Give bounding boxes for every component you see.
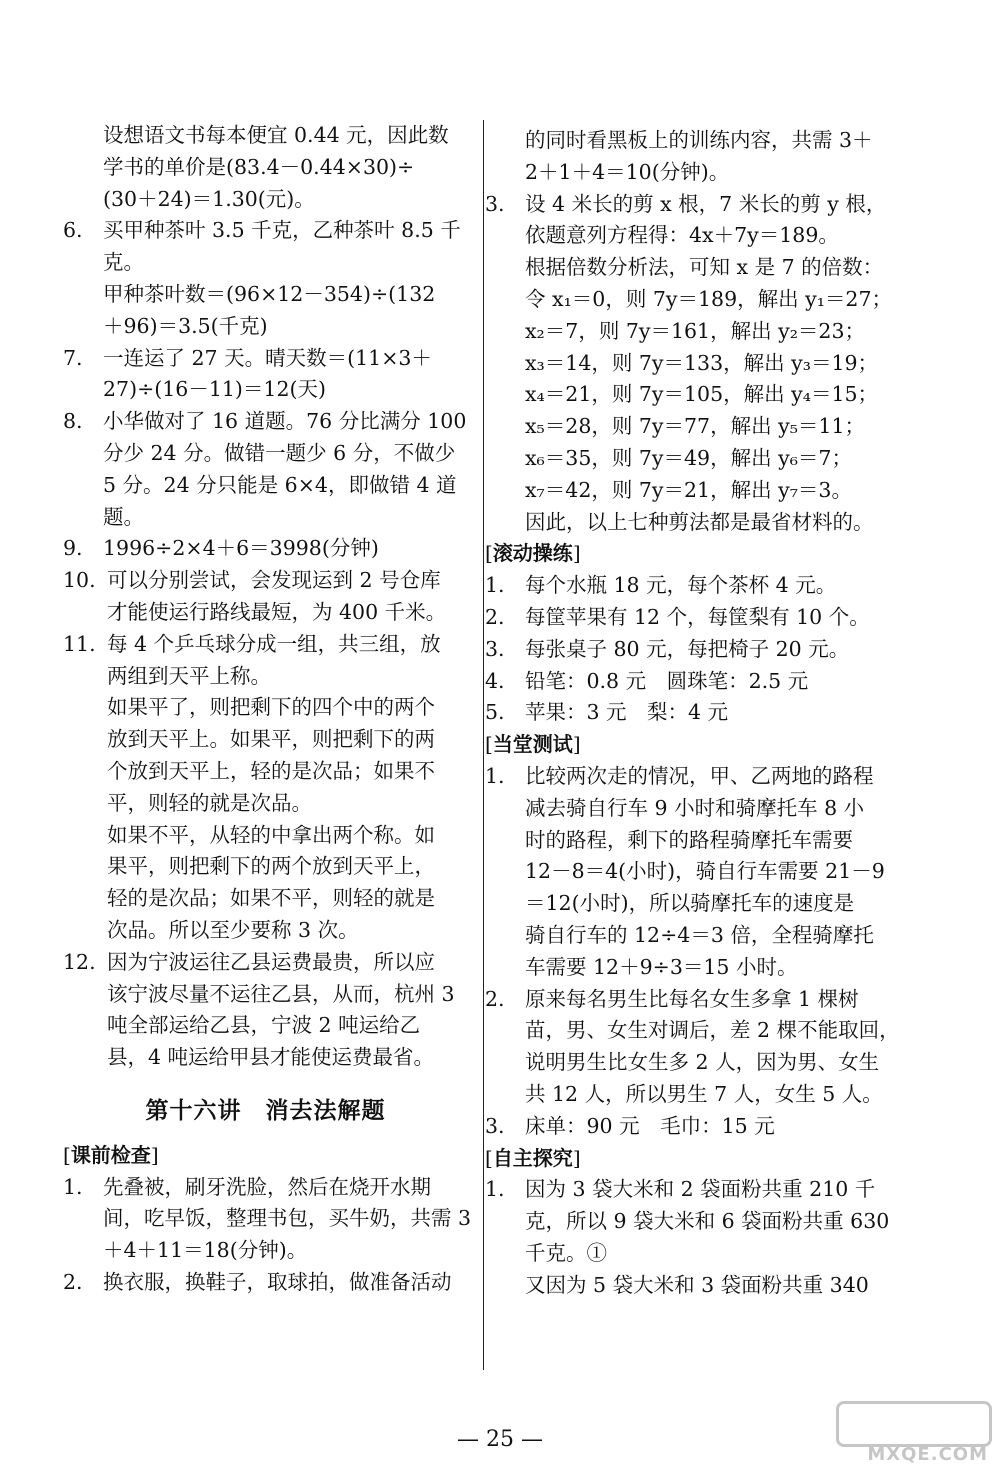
text-line: 克。 bbox=[103, 250, 144, 275]
text-line: x₆＝35，则 7y＝49，解出 y₆＝7； bbox=[525, 445, 852, 470]
text-line: 县，4 吨运给甲县才能使运费最省。 bbox=[107, 1045, 435, 1070]
text-line: 铅笔：0.8 元 圆珠笔：2.5 元 bbox=[525, 668, 809, 693]
text-line: 27)÷(16－11)＝12(天) bbox=[103, 377, 327, 402]
text-line: 才能使运行路线最短，为 400 千米。 bbox=[107, 599, 447, 624]
answer-item bbox=[63, 629, 468, 947]
answer-item bbox=[63, 343, 468, 407]
item-body bbox=[525, 984, 900, 1111]
text-line: 买甲种茶叶 3.5 千克，乙种茶叶 8.5 千 bbox=[103, 218, 461, 243]
text-line: 12－8＝4(小时)，骑自行车需要 21－9 bbox=[525, 859, 885, 884]
item-body bbox=[103, 1172, 471, 1267]
item-number: 5. bbox=[485, 700, 505, 725]
item-body bbox=[525, 634, 893, 666]
text-line: 1996÷2×4＋6＝3998(分钟) bbox=[103, 536, 379, 561]
text-line: 令 x₁＝0，则 7y＝189，解出 y₁＝27； bbox=[525, 286, 893, 311]
text-line: 吨全部运给乙县，宁波 2 吨运给乙 bbox=[107, 1013, 421, 1038]
text-line: 每筐苹果有 12 个，每筐梨有 10 个。 bbox=[525, 604, 870, 629]
item-number: 3. bbox=[485, 636, 505, 661]
watermark-box bbox=[836, 1401, 992, 1447]
item-body bbox=[525, 602, 893, 634]
text-line: (30＋24)＝1.30(元)。 bbox=[103, 186, 315, 211]
text-line: 学书的单价是(83.4－0.44×30)÷ bbox=[103, 154, 415, 179]
page-number: — 25 — bbox=[457, 1427, 543, 1452]
item-body bbox=[107, 565, 468, 629]
item-body bbox=[103, 406, 468, 533]
item-body bbox=[103, 215, 468, 342]
answer-item bbox=[485, 1174, 893, 1301]
item-body bbox=[525, 1111, 893, 1143]
watermark-logo bbox=[802, 1401, 992, 1465]
item-body bbox=[525, 761, 893, 984]
text-line: 原来每名男生比每名女生多拿 1 棵树 bbox=[525, 986, 859, 1011]
answer-item bbox=[63, 565, 468, 629]
text-line: 说明男生比女生多 2 人，因为男、女生 bbox=[525, 1050, 880, 1075]
item-number: 10. bbox=[63, 568, 96, 593]
text-line: x₅＝28，则 7y＝77，解出 y₅＝11； bbox=[525, 414, 865, 439]
text-line: 次品。所以至少要称 3 次。 bbox=[107, 917, 359, 942]
item-body bbox=[103, 533, 468, 565]
text-line: x₃＝14，则 7y＝133，解出 y₃＝19； bbox=[525, 350, 879, 375]
text-line: 减去骑自行车 9 小时和骑摩托车 8 小 bbox=[525, 795, 865, 820]
item-number: 2. bbox=[485, 604, 505, 629]
text-line: 又因为 5 袋大米和 3 袋面粉共重 340 bbox=[525, 1272, 869, 1297]
section-rolling-practice: [滚动操练] bbox=[485, 541, 581, 566]
text-line: 因为 3 袋大米和 2 袋面粉共重 210 千 bbox=[525, 1177, 876, 1202]
right-column bbox=[485, 125, 900, 1301]
item-body bbox=[103, 343, 468, 407]
text-line: 一连运了 27 天。晴天数＝(11×3＋ bbox=[103, 345, 432, 370]
answer-item bbox=[485, 602, 893, 634]
text-line: 依题意列方程得：4x＋7y＝189。 bbox=[525, 223, 839, 248]
section-label: 滚动操练 bbox=[492, 541, 573, 566]
text-line: x₄＝21，则 7y＝105，解出 y₄＝15； bbox=[525, 382, 879, 407]
text-line: 换衣服，换鞋子，取球拍，做准备活动 bbox=[103, 1269, 452, 1294]
text-line: 车需要 12＋9÷3＝15 小时。 bbox=[525, 954, 798, 979]
section-label: 课前检查 bbox=[70, 1142, 151, 1167]
item-number: 6. bbox=[63, 218, 83, 243]
answer-item bbox=[63, 215, 468, 342]
section-pre-check: [课前检查] bbox=[63, 1142, 159, 1167]
text-line: 甲种茶叶数＝(96×12－354)÷(132 bbox=[103, 281, 436, 306]
text-line: 每张桌子 80 元，每把椅子 20 元。 bbox=[525, 636, 850, 661]
item-number: 12. bbox=[63, 949, 96, 974]
item-number: 8. bbox=[63, 409, 83, 434]
item-number: 2. bbox=[63, 1269, 83, 1294]
answer-item bbox=[63, 947, 468, 1074]
text-line: 两组到天平上称。 bbox=[107, 663, 271, 688]
text-line: 苹果：3 元 梨：4 元 bbox=[525, 700, 729, 725]
text-line: 骑自行车的 12÷4＝3 倍，全程骑摩托 bbox=[525, 922, 874, 947]
text-line: 个放到天平上，轻的是次品；如果不 bbox=[107, 758, 435, 783]
text-line: 比较两次走的情况，甲、乙两地的路程 bbox=[525, 763, 874, 788]
text-line: 因此，以上七种剪法都是最省材料的。 bbox=[525, 509, 874, 534]
text-line: 时的路程，剩下的路程骑摩托车需要 bbox=[525, 827, 853, 852]
text-line: 床单：90 元 毛巾：15 元 bbox=[525, 1113, 775, 1138]
item-body bbox=[525, 697, 893, 729]
continued-paragraph bbox=[485, 125, 893, 189]
intro-paragraph bbox=[63, 120, 468, 215]
item-number: 2. bbox=[485, 986, 505, 1011]
answer-item bbox=[485, 1111, 893, 1143]
text-line: 苗，男、女生对调后，差 2 棵不能取回， bbox=[525, 1018, 900, 1043]
answer-item bbox=[485, 666, 893, 698]
section-label: 当堂测试 bbox=[492, 732, 573, 757]
text-line: 设想语文书每本便宜 0.44 元，因此数 bbox=[103, 123, 449, 147]
answer-item bbox=[63, 1267, 468, 1299]
text-line: 设 4 米长的剪 x 根，7 米长的剪 y 根， bbox=[525, 191, 887, 216]
text-line: x₂＝7，则 7y＝161，解出 y₂＝23； bbox=[525, 318, 865, 343]
item-body bbox=[107, 947, 468, 1074]
text-line: 平，则轻的就是次品。 bbox=[107, 790, 312, 815]
text-line: 先叠被，刷牙洗脸，然后在烧开水期 bbox=[103, 1174, 431, 1199]
item-body bbox=[103, 1267, 468, 1299]
text-line: 因为宁波运往乙县运费最贵，所以应 bbox=[107, 949, 435, 974]
left-column bbox=[63, 120, 472, 1299]
text-line: 题。 bbox=[103, 504, 144, 529]
item-number: 1. bbox=[63, 1174, 83, 1199]
item-body bbox=[525, 666, 893, 698]
answer-item bbox=[63, 406, 468, 533]
text-line: ＋4＋11＝18(分钟)。 bbox=[103, 1238, 308, 1263]
answer-item bbox=[485, 984, 900, 1111]
text-line: 如果不平，从轻的中拿出两个称。如 bbox=[107, 822, 435, 847]
answer-item bbox=[485, 189, 893, 539]
section-self-explore: [自主探究] bbox=[485, 1145, 581, 1170]
item-number: 7. bbox=[63, 345, 83, 370]
item-number: 9. bbox=[63, 536, 83, 561]
column-divider bbox=[483, 120, 484, 1370]
text-line: 分少 24 分。做错一题少 6 分，不做少 bbox=[103, 440, 456, 465]
text-line: 小华做对了 16 道题。76 分比满分 100 bbox=[103, 409, 467, 434]
text-line: 间，吃早饭，整理书包，买牛奶，共需 3 bbox=[103, 1206, 472, 1231]
item-number: 1. bbox=[485, 1177, 505, 1202]
text-line: 克，所以 9 袋大米和 6 袋面粉共重 630 bbox=[525, 1209, 890, 1234]
text-line: 如果平了，则把剩下的四个中的两个 bbox=[107, 695, 435, 720]
text-line: 2＋1＋4＝10(分钟)。 bbox=[525, 159, 730, 184]
text-line: 的同时看黑板上的训练内容，共需 3＋ bbox=[525, 128, 873, 152]
text-line: ＝12(小时)，所以骑摩托车的速度是 bbox=[525, 891, 855, 916]
text-line: ＋96)＝3.5(千克) bbox=[103, 313, 268, 338]
text-line: 根据倍数分析法，可知 x 是 7 的倍数： bbox=[525, 255, 884, 280]
answer-item bbox=[485, 761, 893, 984]
answer-item bbox=[485, 634, 893, 666]
item-number: 3. bbox=[485, 191, 505, 216]
text-line: 可以分别尝试，会发现运到 2 号仓库 bbox=[107, 568, 441, 593]
item-number: 3. bbox=[485, 1113, 505, 1138]
text-line: 放到天平上。如果平，则把剩下的两 bbox=[107, 727, 435, 752]
item-body bbox=[107, 629, 468, 947]
lecture-title: 第十六讲 消去法解题 bbox=[145, 1097, 386, 1124]
text-line: x₇＝42，则 7y＝21，解出 y₇＝3。 bbox=[525, 477, 852, 502]
item-number: 1. bbox=[485, 573, 505, 598]
text-line: 千克。① bbox=[525, 1240, 607, 1265]
text-line: 共 12 人，所以男生 7 人，女生 5 人。 bbox=[525, 1081, 883, 1106]
section-class-test: [当堂测试] bbox=[485, 732, 581, 757]
item-body bbox=[525, 1174, 893, 1301]
item-number: 4. bbox=[485, 668, 505, 693]
item-number: 1. bbox=[485, 763, 505, 788]
answer-item bbox=[63, 1172, 472, 1267]
answer-item bbox=[485, 697, 893, 729]
answer-item bbox=[485, 570, 893, 602]
text-line: 5 分。24 分只能是 6×4，即做错 4 道 bbox=[103, 472, 457, 497]
text-line: 轻的是次品；如果不平，则轻的就是 bbox=[107, 886, 435, 911]
watermark-text: MXQE.COM bbox=[867, 1444, 988, 1465]
item-body bbox=[525, 570, 893, 602]
section-label: 自主探究 bbox=[492, 1145, 573, 1170]
text-line: 每 4 个乒乓球分成一组，共三组，放 bbox=[107, 631, 441, 656]
text-line: 果平，则把剩下的两个放到天平上， bbox=[107, 854, 435, 879]
answer-item bbox=[63, 533, 468, 565]
item-number: 11. bbox=[63, 631, 96, 656]
text-line: 该宁波尽量不运往乙县，从而，杭州 3 bbox=[107, 981, 455, 1006]
text-line: 每个水瓶 18 元，每个茶杯 4 元。 bbox=[525, 573, 837, 598]
